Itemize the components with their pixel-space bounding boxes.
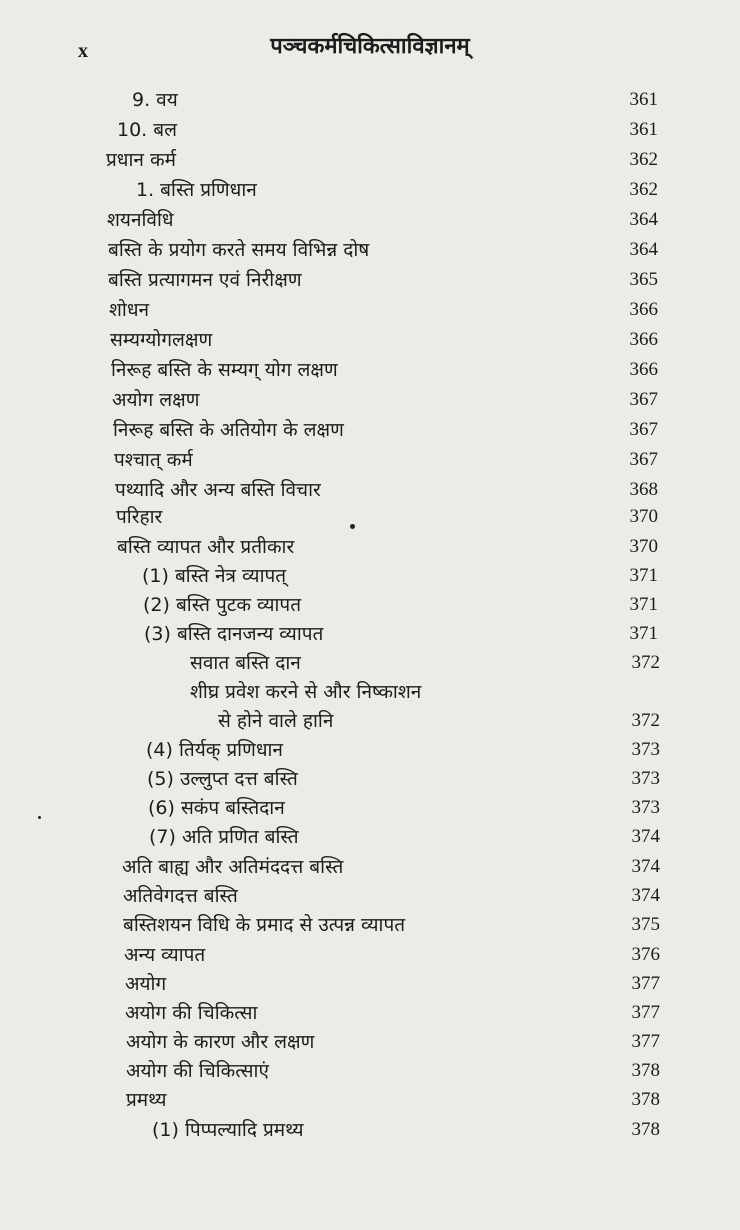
toc-entry-title: सम्यग्योगलक्षण: [110, 329, 213, 351]
toc-entry-page: 370: [629, 506, 658, 527]
toc-entry-title: अतिवेगदत्त बस्ति: [123, 885, 238, 907]
toc-entry-page: 373: [631, 768, 660, 789]
toc-entry-page: 366: [629, 359, 658, 380]
toc-entry: [0, 265, 740, 295]
toc-entry-page: 365: [629, 269, 658, 290]
toc-entry-title: 9. वय: [132, 89, 178, 111]
toc-entry-page: 373: [631, 797, 660, 818]
toc-entry-title: पश्चात् कर्म: [114, 449, 193, 471]
toc-entry-page: 376: [631, 944, 660, 965]
toc-entry-title: बस्ति प्रत्यागमन एवं निरीक्षण: [108, 269, 302, 291]
toc-entry: [0, 235, 740, 265]
toc-entry-title: (1) पिप्पल्यादि प्रमथ्य: [152, 1119, 304, 1141]
toc-entry-page: 366: [629, 329, 658, 350]
toc-entry: [0, 325, 740, 355]
toc-entry-page: 374: [631, 826, 660, 847]
toc-entry-page: 367: [629, 389, 658, 410]
toc-entry: [0, 969, 740, 999]
toc-entry-page: 378: [631, 1119, 660, 1140]
toc-entry-page: 371: [629, 565, 658, 586]
toc-entry-page: 377: [631, 1002, 660, 1023]
toc-entry: [0, 677, 740, 707]
toc-entry: [0, 355, 740, 385]
toc-entry-title: बस्ति के प्रयोग करते समय विभिन्न दोष: [108, 239, 370, 261]
toc-entry: [0, 115, 740, 145]
toc-entry-title: अन्य व्यापत: [124, 944, 206, 966]
toc-entry-title: 10. बल: [117, 119, 177, 141]
toc-entry-title: शीघ्र प्रवेश करने से और निष्काशन: [190, 681, 422, 703]
page-number-roman: x: [78, 40, 88, 62]
toc-entry-title: 1. बस्ति प्रणिधान: [136, 179, 257, 201]
toc-entry-page: 361: [629, 119, 658, 140]
toc-entry-page: 371: [629, 594, 658, 615]
toc-entry: [0, 532, 740, 562]
toc-entry-title: निरूह बस्ति के अतियोग के लक्षण: [113, 419, 344, 441]
toc-entry-page: 367: [629, 449, 658, 470]
toc-entry-page: 373: [631, 739, 660, 760]
toc-entry-title: बस्तिशयन विधि के प्रमाद से उत्पन्न व्यापत: [123, 914, 406, 936]
toc-entry-page: 364: [629, 239, 658, 260]
toc-entry-page: 374: [631, 885, 660, 906]
toc-entry-page: 377: [631, 1031, 660, 1052]
toc-entry-title: (2) बस्ति पुटक व्यापत: [143, 594, 302, 616]
toc-entry: [0, 1085, 740, 1115]
toc-entry-title: अयोग के कारण और लक्षण: [126, 1031, 315, 1053]
toc-entry-title: निरूह बस्ति के सम्यग् योग लक्षण: [111, 359, 338, 381]
toc-entry: [0, 793, 740, 823]
toc-entry-title: शयनविधि: [107, 209, 174, 231]
toc-entry-title: से होने वाले हानि: [218, 710, 334, 732]
toc-entry: [0, 85, 740, 115]
toc-entry: [0, 145, 740, 175]
toc-entry: [0, 764, 740, 794]
toc-entry: [0, 561, 740, 591]
toc-entry-title: प्रमथ्य: [126, 1089, 167, 1111]
ink-speck: [38, 816, 41, 819]
toc-entry: [0, 590, 740, 620]
toc-entry-page: 378: [631, 1060, 660, 1081]
ink-speck: [350, 524, 355, 529]
toc-entry: [0, 852, 740, 882]
toc-entry-page: 367: [629, 419, 658, 440]
toc-entry: [0, 881, 740, 911]
toc-entry: [0, 822, 740, 852]
toc-entry-page: 366: [629, 299, 658, 320]
toc-entry: [0, 295, 740, 325]
toc-entry-title: (5) उल्लुप्त दत्त बस्ति: [147, 768, 298, 790]
toc-entry-page: 361: [629, 89, 658, 110]
toc-entry-title: (3) बस्ति दानजन्य व्यापत: [144, 623, 324, 645]
toc-entry: [0, 706, 740, 736]
toc-entry-title: शोधन: [109, 299, 150, 321]
toc-entry: [0, 648, 740, 678]
toc-entry-page: 377: [631, 973, 660, 994]
toc-entry-title: पथ्यादि और अन्य बस्ति विचार: [115, 479, 321, 501]
toc-entry: [0, 475, 740, 505]
toc-entry: [0, 735, 740, 765]
toc-entry: [0, 385, 740, 415]
toc-entry-page: 378: [631, 1089, 660, 1110]
toc-entry-title: (1) बस्ति नेत्र व्यापत्: [142, 565, 287, 587]
toc-entry: [0, 910, 740, 940]
toc-entry: [0, 1027, 740, 1057]
toc-entry: [0, 619, 740, 649]
toc-entry-page: 362: [629, 179, 658, 200]
toc-entry-page: 362: [629, 149, 658, 170]
toc-entry: [0, 940, 740, 970]
toc-entry-title: परिहार: [116, 506, 163, 528]
toc-entry-title: अति बाह्य और अतिमंददत्त बस्ति: [122, 856, 344, 878]
toc-entry-page: 372: [631, 652, 660, 673]
toc-entry-title: बस्ति व्यापत और प्रतीकार: [117, 536, 295, 558]
toc-entry-page: 374: [631, 856, 660, 877]
toc-entry-page: 364: [629, 209, 658, 230]
toc-entry-title: अयोग लक्षण: [112, 389, 200, 411]
toc-entry: [0, 415, 740, 445]
toc-entry-page: 372: [631, 710, 660, 731]
toc-entry-title: अयोग की चिकित्साएं: [126, 1060, 269, 1082]
toc-entry-page: 368: [629, 479, 658, 500]
toc-entry: [0, 998, 740, 1028]
toc-entry-page: 370: [629, 536, 658, 557]
toc-entry: [0, 1056, 740, 1086]
toc-entry: [0, 175, 740, 205]
toc-entry: [0, 502, 740, 532]
toc-entry-title: (7) अति प्रणित बस्ति: [149, 826, 299, 848]
toc-entry-page: 375: [631, 914, 660, 935]
toc-entry-title: प्रधान कर्म: [106, 149, 176, 171]
toc-entry-title: (6) सकंप बस्तिदान: [148, 797, 285, 819]
toc-entry-title: सवात बस्ति दान: [190, 652, 301, 674]
toc-entry: [0, 445, 740, 475]
toc-entry-title: अयोग की चिकित्सा: [125, 1002, 258, 1024]
running-title: पञ्चकर्मचिकित्साविज्ञानम्: [270, 33, 470, 59]
toc-entry-title: अयोग: [125, 973, 167, 995]
toc-entry: [0, 205, 740, 235]
toc-entry: [0, 1115, 740, 1145]
toc-entry-title: (4) तिर्यक् प्रणिधान: [146, 739, 283, 761]
toc-entry-page: 371: [629, 623, 658, 644]
